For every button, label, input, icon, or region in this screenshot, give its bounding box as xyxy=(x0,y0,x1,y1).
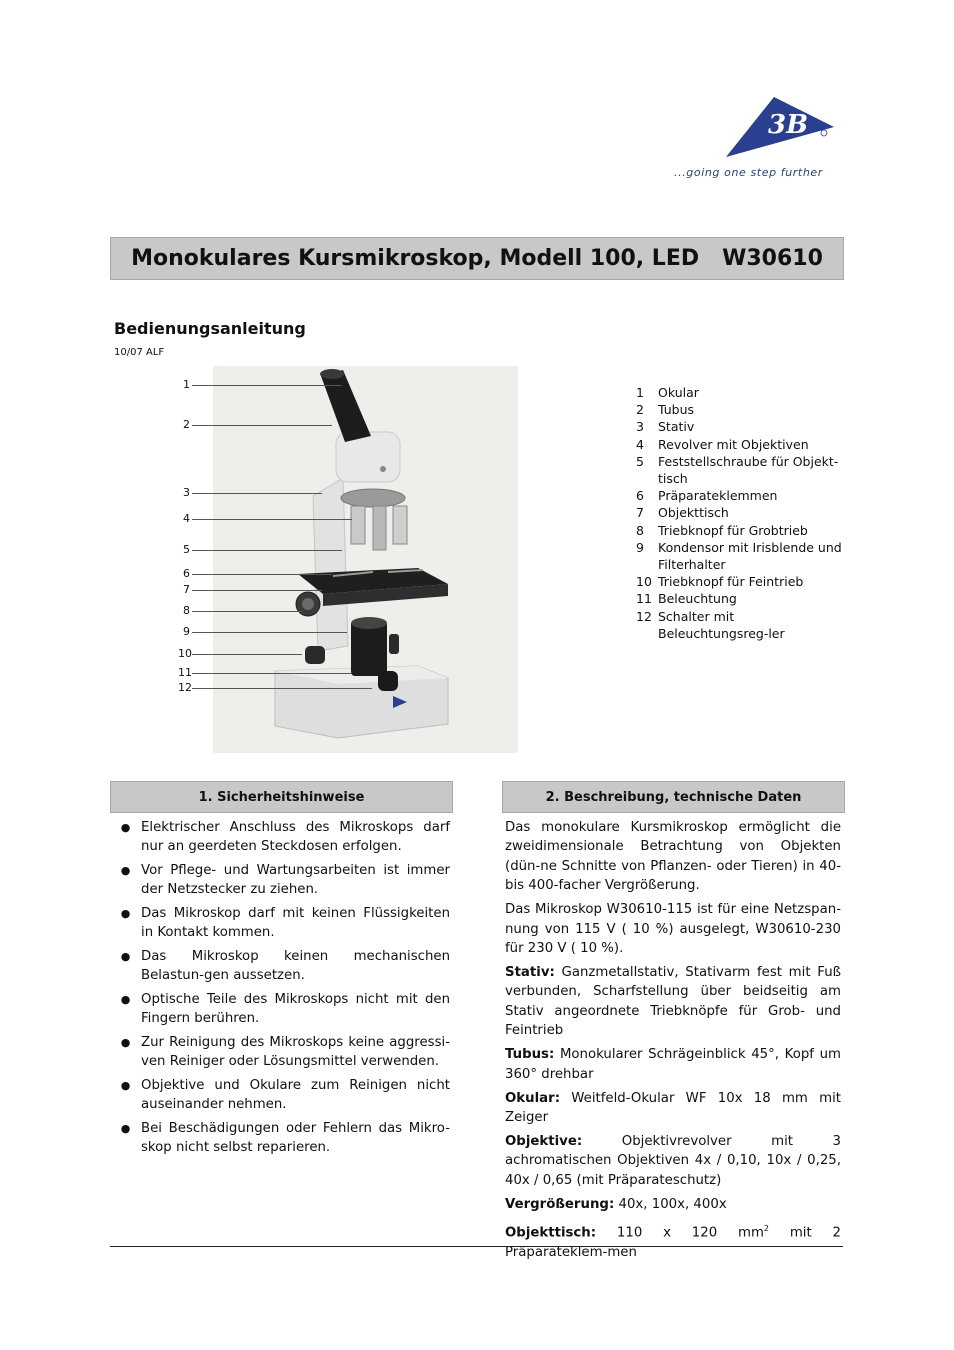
list-item: 9 Kondensor mit Irisblende und Filterhalter xyxy=(636,539,842,573)
safety-list xyxy=(110,818,450,1162)
list-item: 4 Revolver mit Objektiven xyxy=(636,436,809,452)
callout-line-2 xyxy=(192,425,332,426)
list-item: ● Elektrischer Anschluss des Mikroskops darf nur an geerdeten Steckdosen erfolgen. xyxy=(110,818,450,857)
document-date: 10/07 ALF xyxy=(114,347,165,358)
list-item: 6 Präparateklemmen xyxy=(636,488,778,504)
list-item: ● Vor Pflege- und Wartungsarbeiten ist immer der Netzstecker zu ziehen. xyxy=(110,861,450,900)
list-item: 10 Triebknopf für Feintrieb xyxy=(636,574,804,590)
bullet-icon: ● xyxy=(120,907,131,920)
list-item: 1 Okular xyxy=(636,385,699,400)
svg-text:3B: 3B xyxy=(768,110,809,140)
spec-vergroesserung: Vergrößerung: 40x, 100x, 400x xyxy=(505,1196,727,1212)
list-item: ● Objektive und Okulare zum Reinigen nicht auseinander nehmen. xyxy=(110,1076,450,1115)
list-item: ● Das Mikroskop keinen mechanischen Belastun-gen aussetzen. xyxy=(110,947,450,986)
callout-4: 4 xyxy=(183,512,190,525)
section-1-title: 1. Sicherheitshinweise xyxy=(198,789,365,805)
list-item: 11 Beleuchtung xyxy=(636,591,737,607)
bullet-icon: ● xyxy=(120,993,131,1006)
callout-12: 12 xyxy=(178,681,192,694)
spec-okular: Okular: Weitfeld-Okular WF 10x 18 mm mit Zeiger xyxy=(505,1090,841,1126)
spec-objektive: Objektive: Objektivrevolver mit 3 achromatischen Objektiven 4x / 0,10, 10x / 0,25, 40x / 0,65 (mit Präparateschutz) xyxy=(505,1134,841,1188)
callout-line-11 xyxy=(192,673,352,674)
bullet-icon: ● xyxy=(120,1122,131,1135)
page-title: Monokulares Kursmikroskop, Modell 100, LED W30610 xyxy=(131,246,823,271)
callout-line-6 xyxy=(192,574,332,575)
callout-9: 9 xyxy=(183,625,190,638)
bullet-icon: ● xyxy=(120,1079,131,1092)
callout-3: 3 xyxy=(183,486,190,499)
bullet-icon: ● xyxy=(120,950,131,963)
callout-11: 11 xyxy=(178,666,192,679)
callout-line-12 xyxy=(192,688,372,689)
intro-paragraph: Das monokulare Kursmikroskop ermöglicht die zweidimensionale Betrachtung von Objekten (dün-ne Schnitte von Pflanzen- oder Tieren) in 40- bis 400-facher Vergrößerung. xyxy=(505,820,841,894)
callout-line-10 xyxy=(192,654,302,655)
callout-line-4 xyxy=(192,519,352,520)
spec-tubus: Tubus: Monokularer Schrägeinblick 45°, Kopf um 360° drehbar xyxy=(505,1047,841,1082)
voltage-paragraph: Das Mikroskop W30610-115 ist für eine Netzspan-nung von 115 V ( 10 %) ausgelegt, W30610-230 für 230 V ( 10 %). xyxy=(505,902,841,957)
list-item: ● Das Mikroskop darf mit keinen Flüssigkeiten in Kontakt kommen. xyxy=(110,904,450,943)
callout-7: 7 xyxy=(183,583,190,596)
logo-tagline: ...going one step further xyxy=(674,166,823,179)
list-item: 5 Feststellschraube für Objekt-tisch xyxy=(636,453,839,487)
list-item: 3 Stativ xyxy=(636,419,695,435)
parts-list xyxy=(636,384,846,642)
callout-line-7 xyxy=(192,590,322,591)
list-item: 2 Tubus xyxy=(636,402,695,418)
section-2-heading xyxy=(502,781,845,813)
callout-line-1 xyxy=(192,385,342,386)
callout-8: 8 xyxy=(183,604,190,617)
callout-line-3 xyxy=(192,493,322,494)
list-item: ● Bei Beschädigungen oder Fehlern das Mikro-skop nicht selbst reparieren. xyxy=(110,1119,450,1158)
section-1-heading xyxy=(110,781,453,813)
list-item: ● Optische Teile des Mikroskops nicht mit den Fingern berühren. xyxy=(110,990,450,1029)
callout-line-5 xyxy=(192,550,342,551)
list-item: 12 Schalter mit Beleuchtungsreg-ler xyxy=(636,608,785,641)
callout-line-8 xyxy=(192,611,302,612)
callout-2: 2 xyxy=(183,418,190,431)
callout-10: 10 xyxy=(178,647,192,660)
list-item: 7 Objekttisch xyxy=(636,505,729,521)
bullet-icon: ● xyxy=(120,821,131,834)
title-bar xyxy=(110,237,844,280)
bullet-icon: ● xyxy=(120,864,131,877)
callout-1: 1 xyxy=(183,378,190,391)
list-item: ● Zur Reinigung des Mikroskops keine aggressi-ven Reiniger oder Lösungsmittel verwenden. xyxy=(110,1033,450,1072)
spec-stativ: Stativ: Ganzmetallstativ, Stativarm fest mit Fuß verbunden, Scharfstellung über beidseitig am Stativ angeordnete Triebknöpfe für Grob- und Feintrieb xyxy=(505,965,841,1039)
callout-5: 5 xyxy=(183,543,190,556)
callout-line-9 xyxy=(192,632,347,633)
section-2-title: 2. Beschreibung, technische Daten xyxy=(545,789,802,805)
callout-6: 6 xyxy=(183,567,190,580)
spec-objekttisch: Objekttisch: 110 x 120 $mm^2$ mit 2 Präparateklem-men xyxy=(505,1223,841,1260)
description-column xyxy=(505,818,841,1267)
subtitle: Bedienungsanleitung xyxy=(114,319,306,338)
list-item: 8 Triebknopf für Grobtrieb xyxy=(636,522,808,538)
footer-divider xyxy=(110,1246,843,1247)
bullet-icon: ● xyxy=(120,1036,131,1049)
